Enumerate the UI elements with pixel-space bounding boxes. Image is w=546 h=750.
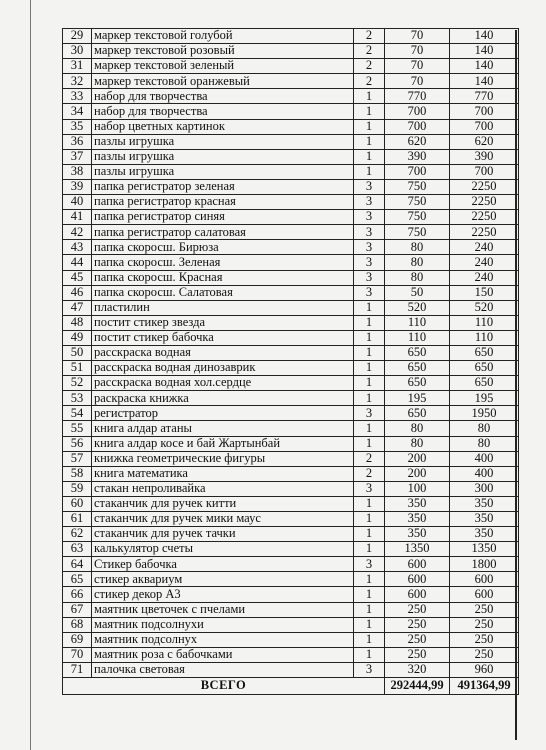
item-quantity: 1 — [354, 496, 385, 511]
item-sum: 2250 — [450, 210, 519, 225]
table-row — [63, 89, 519, 104]
item-name: пазлы игрушка — [92, 134, 354, 149]
item-price: 250 — [385, 602, 450, 617]
table-row — [63, 496, 519, 511]
table-row — [63, 632, 519, 647]
item-name: маятник роза с бабочками — [92, 647, 354, 662]
table-row — [63, 164, 519, 179]
row-number: 39 — [63, 179, 92, 194]
row-number: 59 — [63, 481, 92, 496]
item-sum: 1950 — [450, 406, 519, 421]
row-number: 58 — [63, 466, 92, 481]
item-price: 390 — [385, 149, 450, 164]
item-name: регистратор — [92, 406, 354, 421]
item-price: 600 — [385, 572, 450, 587]
item-sum: 140 — [450, 59, 519, 74]
table-row — [63, 662, 519, 677]
item-sum: 250 — [450, 632, 519, 647]
item-name: папка скоросш. Салатовая — [92, 285, 354, 300]
item-sum: 250 — [450, 602, 519, 617]
row-number: 70 — [63, 647, 92, 662]
item-sum: 240 — [450, 240, 519, 255]
item-name: пластилин — [92, 300, 354, 315]
item-name: маятник цветочек с пчелами — [92, 602, 354, 617]
item-sum: 650 — [450, 345, 519, 360]
item-price: 650 — [385, 376, 450, 391]
table-row — [63, 240, 519, 255]
item-quantity: 1 — [354, 527, 385, 542]
item-sum: 620 — [450, 134, 519, 149]
item-price: 700 — [385, 164, 450, 179]
item-price: 650 — [385, 406, 450, 421]
table-row — [63, 29, 519, 44]
table-row — [63, 285, 519, 300]
table-row — [63, 421, 519, 436]
row-number: 71 — [63, 662, 92, 677]
item-price: 750 — [385, 195, 450, 210]
row-number: 29 — [63, 29, 92, 44]
item-name: маркер текстовой оранжевый — [92, 74, 354, 89]
item-quantity: 3 — [354, 179, 385, 194]
table-row — [63, 345, 519, 360]
total-label: ВСЕГО — [63, 678, 385, 695]
row-number: 34 — [63, 104, 92, 119]
item-quantity: 2 — [354, 466, 385, 481]
item-name: папка регистратор зеленая — [92, 179, 354, 194]
row-number: 44 — [63, 255, 92, 270]
item-name: набор для творчества — [92, 104, 354, 119]
item-name: маркер текстовой голубой — [92, 29, 354, 44]
table-row — [63, 149, 519, 164]
item-price: 350 — [385, 496, 450, 511]
table-row — [63, 587, 519, 602]
item-quantity: 1 — [354, 104, 385, 119]
item-price: 650 — [385, 361, 450, 376]
item-price: 80 — [385, 240, 450, 255]
item-sum: 140 — [450, 44, 519, 59]
table-row — [63, 225, 519, 240]
table-row — [63, 451, 519, 466]
table-row — [63, 134, 519, 149]
item-sum: 240 — [450, 270, 519, 285]
item-name: книга математика — [92, 466, 354, 481]
item-sum: 1350 — [450, 542, 519, 557]
row-number: 33 — [63, 89, 92, 104]
table-row — [63, 376, 519, 391]
item-name: Стикер бабочка — [92, 557, 354, 572]
item-price: 80 — [385, 270, 450, 285]
item-sum: 80 — [450, 436, 519, 451]
table-row — [63, 406, 519, 421]
row-number: 38 — [63, 164, 92, 179]
item-quantity: 3 — [354, 195, 385, 210]
item-price: 70 — [385, 59, 450, 74]
row-number: 55 — [63, 421, 92, 436]
table-row — [63, 104, 519, 119]
table-row — [63, 557, 519, 572]
item-sum: 600 — [450, 572, 519, 587]
items-table — [62, 28, 519, 695]
item-sum: 250 — [450, 647, 519, 662]
item-price: 80 — [385, 255, 450, 270]
item-sum: 150 — [450, 285, 519, 300]
total-price: 292444,99 — [385, 678, 450, 695]
item-quantity: 1 — [354, 647, 385, 662]
item-name: пазлы игрушка — [92, 164, 354, 179]
item-sum: 1800 — [450, 557, 519, 572]
item-quantity: 3 — [354, 481, 385, 496]
item-price: 700 — [385, 119, 450, 134]
item-sum: 2250 — [450, 225, 519, 240]
row-number: 67 — [63, 602, 92, 617]
item-name: папка скоросш. Зеленая — [92, 255, 354, 270]
item-name: набор цветных картинок — [92, 119, 354, 134]
row-number: 69 — [63, 632, 92, 647]
item-quantity: 1 — [354, 376, 385, 391]
item-name: постит стикер бабочка — [92, 330, 354, 345]
item-quantity: 3 — [354, 255, 385, 270]
item-quantity: 2 — [354, 451, 385, 466]
row-number: 51 — [63, 361, 92, 376]
item-quantity: 1 — [354, 164, 385, 179]
item-quantity: 2 — [354, 29, 385, 44]
item-quantity: 1 — [354, 89, 385, 104]
total-row — [63, 678, 519, 695]
item-name: папка скоросш. Бирюза — [92, 240, 354, 255]
item-price: 200 — [385, 466, 450, 481]
table-row — [63, 270, 519, 285]
item-sum: 2250 — [450, 195, 519, 210]
item-quantity: 2 — [354, 59, 385, 74]
item-price: 70 — [385, 74, 450, 89]
table-row — [63, 300, 519, 315]
item-name: стаканчик для ручек китти — [92, 496, 354, 511]
table-row — [63, 179, 519, 194]
item-sum: 400 — [450, 451, 519, 466]
item-sum: 110 — [450, 315, 519, 330]
item-price: 200 — [385, 451, 450, 466]
item-name: стикер декор А3 — [92, 587, 354, 602]
item-name: постит стикер звезда — [92, 315, 354, 330]
item-quantity: 3 — [354, 406, 385, 421]
item-quantity: 1 — [354, 512, 385, 527]
table-row — [63, 527, 519, 542]
table-row — [63, 361, 519, 376]
item-sum: 600 — [450, 587, 519, 602]
item-name: книжка геометрические фигуры — [92, 451, 354, 466]
item-sum: 700 — [450, 164, 519, 179]
item-sum: 350 — [450, 496, 519, 511]
item-quantity: 1 — [354, 602, 385, 617]
item-sum: 650 — [450, 376, 519, 391]
table-row — [63, 647, 519, 662]
item-quantity: 1 — [354, 542, 385, 557]
item-quantity: 1 — [354, 632, 385, 647]
item-price: 320 — [385, 662, 450, 677]
item-sum: 300 — [450, 481, 519, 496]
item-name: набор для творчества — [92, 89, 354, 104]
item-name: стаканчик для ручек тачки — [92, 527, 354, 542]
item-price: 1350 — [385, 542, 450, 557]
item-price: 650 — [385, 345, 450, 360]
row-number: 53 — [63, 391, 92, 406]
table-row — [63, 315, 519, 330]
item-name: стаканчик для ручек мики маус — [92, 512, 354, 527]
row-number: 61 — [63, 512, 92, 527]
row-number: 37 — [63, 149, 92, 164]
item-price: 770 — [385, 89, 450, 104]
item-quantity: 3 — [354, 557, 385, 572]
item-price: 620 — [385, 134, 450, 149]
table-row — [63, 572, 519, 587]
item-quantity: 1 — [354, 572, 385, 587]
row-number: 40 — [63, 195, 92, 210]
item-name: папка регистратор салатовая — [92, 225, 354, 240]
table-row — [63, 59, 519, 74]
item-price: 70 — [385, 29, 450, 44]
table-row — [63, 436, 519, 451]
item-name: расскраска водная динозаврик — [92, 361, 354, 376]
item-name: маркер текстовой зеленый — [92, 59, 354, 74]
item-quantity: 2 — [354, 74, 385, 89]
row-number: 50 — [63, 345, 92, 360]
table-row — [63, 119, 519, 134]
item-sum: 700 — [450, 119, 519, 134]
item-quantity: 1 — [354, 391, 385, 406]
table-row — [63, 481, 519, 496]
row-number: 47 — [63, 300, 92, 315]
total-sum: 491364,99 — [450, 678, 519, 695]
row-number: 31 — [63, 59, 92, 74]
item-quantity: 1 — [354, 330, 385, 345]
row-number: 30 — [63, 44, 92, 59]
item-sum: 390 — [450, 149, 519, 164]
item-price: 250 — [385, 632, 450, 647]
row-number: 64 — [63, 557, 92, 572]
item-price: 250 — [385, 617, 450, 632]
table-row — [63, 391, 519, 406]
item-sum: 700 — [450, 104, 519, 119]
item-name: книга алдар атаны — [92, 421, 354, 436]
item-quantity: 3 — [354, 240, 385, 255]
table-row — [63, 512, 519, 527]
items-table-body — [63, 29, 519, 678]
item-price: 50 — [385, 285, 450, 300]
item-name: книга алдар косе и бай Жартынбай — [92, 436, 354, 451]
row-number: 49 — [63, 330, 92, 345]
row-number: 65 — [63, 572, 92, 587]
item-price: 350 — [385, 527, 450, 542]
item-sum: 110 — [450, 330, 519, 345]
row-number: 42 — [63, 225, 92, 240]
row-number: 63 — [63, 542, 92, 557]
item-price: 110 — [385, 315, 450, 330]
item-name: маркер текстовой розовый — [92, 44, 354, 59]
table-row — [63, 255, 519, 270]
item-sum: 140 — [450, 29, 519, 44]
table-row — [63, 466, 519, 481]
item-price: 350 — [385, 512, 450, 527]
item-sum: 350 — [450, 527, 519, 542]
item-quantity: 1 — [354, 421, 385, 436]
item-sum: 80 — [450, 421, 519, 436]
item-sum: 520 — [450, 300, 519, 315]
item-quantity: 1 — [354, 315, 385, 330]
row-number: 52 — [63, 376, 92, 391]
row-number: 56 — [63, 436, 92, 451]
item-name: калькулятор счеты — [92, 542, 354, 557]
item-quantity: 1 — [354, 345, 385, 360]
item-sum: 650 — [450, 361, 519, 376]
table-row — [63, 602, 519, 617]
item-quantity: 1 — [354, 436, 385, 451]
item-quantity: 1 — [354, 587, 385, 602]
item-quantity: 1 — [354, 119, 385, 134]
table-row — [63, 74, 519, 89]
row-number: 54 — [63, 406, 92, 421]
item-price: 750 — [385, 210, 450, 225]
row-number: 32 — [63, 74, 92, 89]
item-quantity: 1 — [354, 134, 385, 149]
row-number: 45 — [63, 270, 92, 285]
table-row — [63, 617, 519, 632]
item-quantity: 3 — [354, 662, 385, 677]
item-price: 750 — [385, 179, 450, 194]
page-left-edge — [30, 0, 31, 750]
table-row — [63, 330, 519, 345]
item-sum: 2250 — [450, 179, 519, 194]
row-number: 57 — [63, 451, 92, 466]
item-sum: 350 — [450, 512, 519, 527]
item-price: 250 — [385, 647, 450, 662]
item-price: 520 — [385, 300, 450, 315]
item-name: маятник подсолнух — [92, 632, 354, 647]
item-name: расскраска водная хол.сердце — [92, 376, 354, 391]
item-quantity: 3 — [354, 210, 385, 225]
item-name: маятник подсолнухи — [92, 617, 354, 632]
row-number: 48 — [63, 315, 92, 330]
row-number: 36 — [63, 134, 92, 149]
item-price: 600 — [385, 557, 450, 572]
item-quantity: 3 — [354, 270, 385, 285]
item-price: 100 — [385, 481, 450, 496]
item-quantity: 1 — [354, 149, 385, 164]
item-sum: 960 — [450, 662, 519, 677]
item-name: папка регистратор синяя — [92, 210, 354, 225]
item-name: стикер аквариум — [92, 572, 354, 587]
item-quantity: 3 — [354, 285, 385, 300]
row-number: 35 — [63, 119, 92, 134]
item-name: палочка световая — [92, 662, 354, 677]
row-number: 66 — [63, 587, 92, 602]
item-name: папка регистратор красная — [92, 195, 354, 210]
table-row — [63, 195, 519, 210]
item-sum: 140 — [450, 74, 519, 89]
item-sum: 770 — [450, 89, 519, 104]
item-quantity: 1 — [354, 361, 385, 376]
item-name: раскраска книжка — [92, 391, 354, 406]
item-sum: 240 — [450, 255, 519, 270]
item-quantity: 3 — [354, 225, 385, 240]
table-row — [63, 44, 519, 59]
item-price: 80 — [385, 421, 450, 436]
item-price: 110 — [385, 330, 450, 345]
item-quantity: 1 — [354, 617, 385, 632]
item-name: стакан непроливайка — [92, 481, 354, 496]
row-number: 41 — [63, 210, 92, 225]
item-sum: 195 — [450, 391, 519, 406]
row-number: 62 — [63, 527, 92, 542]
row-number: 43 — [63, 240, 92, 255]
item-name: пазлы игрушка — [92, 149, 354, 164]
row-number: 46 — [63, 285, 92, 300]
item-sum: 250 — [450, 617, 519, 632]
item-quantity: 1 — [354, 300, 385, 315]
row-number: 60 — [63, 496, 92, 511]
item-name: расскраска водная — [92, 345, 354, 360]
item-quantity: 2 — [354, 44, 385, 59]
item-price: 195 — [385, 391, 450, 406]
table-row — [63, 542, 519, 557]
item-price: 80 — [385, 436, 450, 451]
item-name: папка скоросш. Красная — [92, 270, 354, 285]
table-row — [63, 210, 519, 225]
item-price: 600 — [385, 587, 450, 602]
item-sum: 400 — [450, 466, 519, 481]
item-price: 70 — [385, 44, 450, 59]
row-number: 68 — [63, 617, 92, 632]
item-price: 700 — [385, 104, 450, 119]
item-price: 750 — [385, 225, 450, 240]
